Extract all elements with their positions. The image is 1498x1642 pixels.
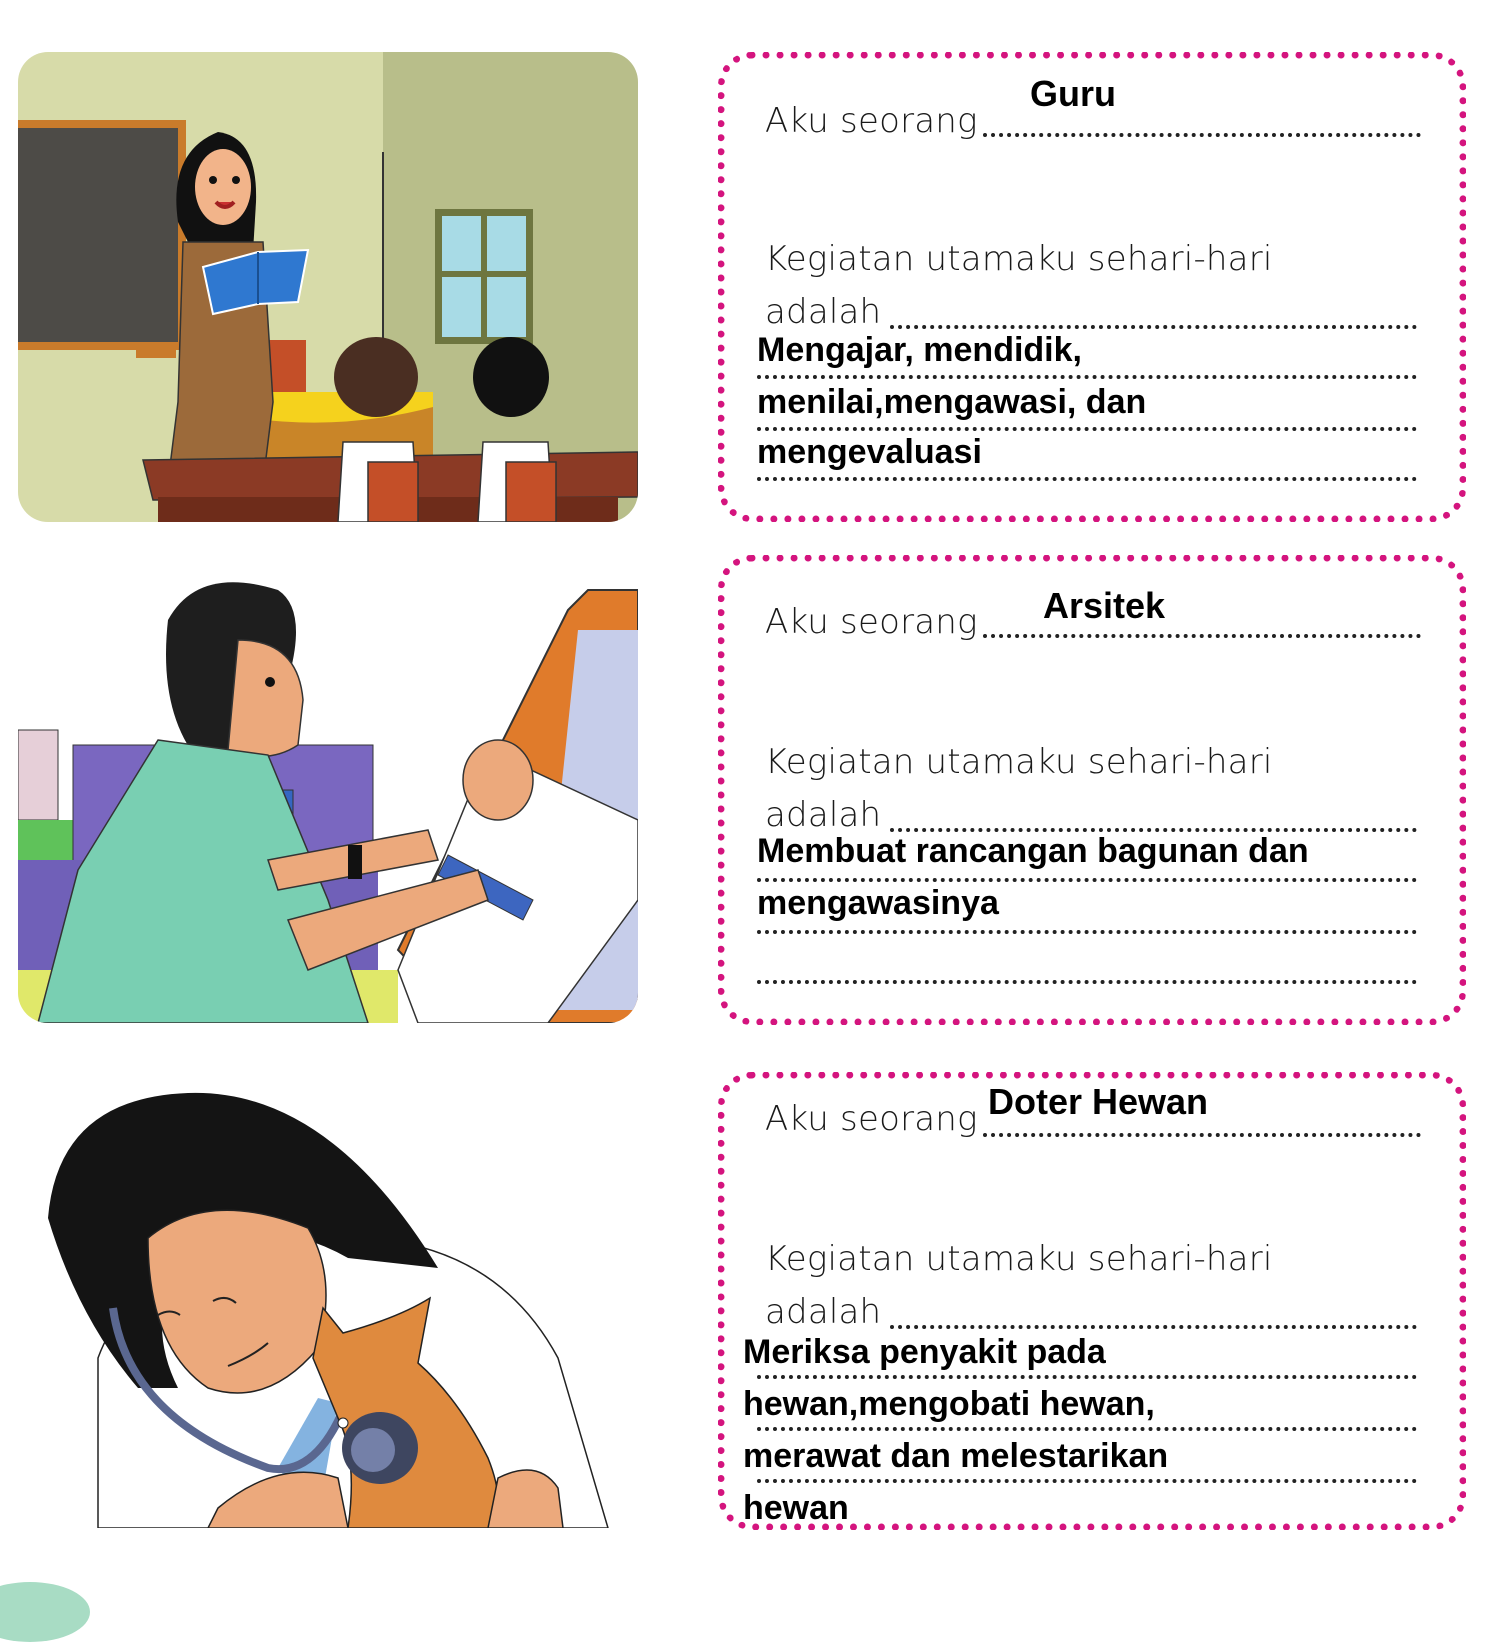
activity-answer-line-2[interactable]: mengawasinya [757,884,999,922]
job-answer-line[interactable] [983,1133,1421,1137]
activity-answer-line-2[interactable]: hewan,mengobati hewan, [743,1385,1155,1423]
worksheet-card-2 [718,555,1466,1025]
activity-answer-line-4[interactable]: hewan [743,1489,849,1527]
activity-prompt-label: Kegiatan utamaku sehari-hari [765,239,1273,279]
activity-answer-line[interactable] [757,427,1417,431]
activity-answer-line[interactable] [757,1427,1417,1431]
job-answer[interactable]: Arsitek [1043,585,1166,626]
job-answer[interactable]: Guru [1030,73,1116,114]
activity-answer-line[interactable] [757,477,1417,481]
activity-answer-line[interactable] [757,375,1417,379]
architect-drafting-table-illustration [18,570,638,1023]
activity-answer-line-3[interactable]: merawat dan melestarikan [743,1437,1169,1475]
veterinarian-cat-illustration [18,1058,638,1528]
corner-decoration [0,1582,90,1642]
activity-prompt-label: Kegiatan utamaku sehari-hari [765,1239,1273,1279]
job-prompt-label: Aku seorang [765,602,978,642]
activity-answer-line-1[interactable]: Membuat rancangan bagunan dan [757,832,1309,870]
job-answer[interactable]: Doter Hewan [988,1081,1209,1122]
worksheet-card-1 [718,52,1466,522]
activity-answer-line[interactable] [757,1479,1417,1483]
activity-answer-line[interactable] [890,325,1417,329]
activity-prompt-label-2: adalah [765,1292,882,1332]
activity-answer-line-3[interactable]: mengevaluasi [757,433,982,471]
activity-answer-line[interactable] [757,1375,1417,1379]
job-answer-line[interactable] [983,133,1421,137]
activity-prompt-label: Kegiatan utamaku sehari-hari [765,742,1273,782]
job-answer-line[interactable] [983,634,1421,638]
activity-answer-line[interactable] [890,1325,1417,1329]
teacher-classroom-illustration [18,52,638,522]
job-prompt-label: Aku seorang [765,101,978,141]
worksheet-card-3 [718,1072,1466,1530]
activity-answer-line-2[interactable]: menilai,mengawasi, dan [757,383,1147,421]
activity-answer-line[interactable] [757,930,1417,934]
activity-answer-line-1[interactable]: Meriksa penyakit pada [743,1333,1106,1371]
activity-prompt-label-2: adalah [765,292,882,332]
activity-answer-line[interactable] [757,980,1417,984]
activity-prompt-label-2: adalah [765,795,882,835]
job-prompt-label: Aku seorang [765,1099,978,1139]
activity-answer-line[interactable] [757,878,1417,882]
activity-answer-line-1[interactable]: Mengajar, mendidik, [757,331,1082,369]
